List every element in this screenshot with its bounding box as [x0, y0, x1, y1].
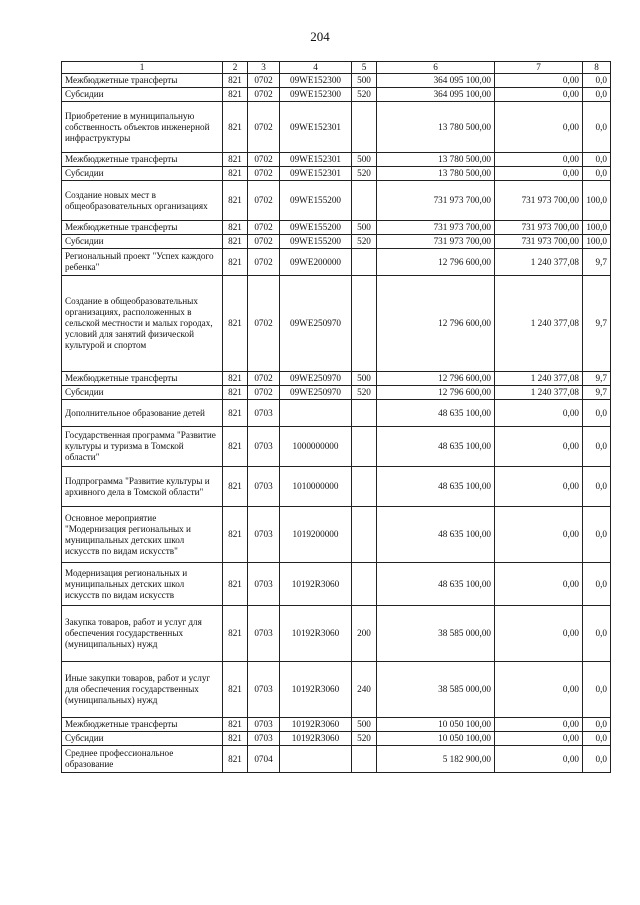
executed-amount: 0,00: [495, 400, 583, 427]
expense-type: 240: [352, 662, 377, 718]
section-code: 0703: [248, 427, 280, 467]
execution-percent: 100,0: [583, 235, 611, 249]
section-code: 0702: [248, 153, 280, 167]
target-article: 10192R3060: [280, 662, 352, 718]
target-article: 10192R3060: [280, 732, 352, 746]
column-header: 8: [583, 62, 611, 74]
executed-amount: 0,00: [495, 718, 583, 732]
execution-percent: 0,0: [583, 467, 611, 507]
execution-percent: 0,0: [583, 746, 611, 773]
ministry-code: 821: [223, 427, 248, 467]
item-name: Межбюджетные трансферты: [62, 718, 223, 732]
expense-type: 500: [352, 372, 377, 386]
table-row: [62, 153, 611, 167]
planned-amount: 38 585 000,00: [377, 606, 495, 662]
section-code: 0703: [248, 507, 280, 563]
item-name: Закупка товаров, работ и услуг для обеспечения государственных (муниципальных) нужд: [62, 606, 223, 662]
target-article: 09WE155200: [280, 235, 352, 249]
execution-percent: 0,0: [583, 662, 611, 718]
target-article: 1019200000: [280, 507, 352, 563]
item-name: Межбюджетные трансферты: [62, 74, 223, 88]
execution-percent: 9,7: [583, 276, 611, 372]
section-code: 0702: [248, 372, 280, 386]
execution-percent: 100,0: [583, 221, 611, 235]
column-header: 5: [352, 62, 377, 74]
section-code: 0702: [248, 74, 280, 88]
execution-percent: 9,7: [583, 249, 611, 276]
column-header: 3: [248, 62, 280, 74]
expense-type: [352, 467, 377, 507]
executed-amount: 731 973 700,00: [495, 221, 583, 235]
table-row: [62, 563, 611, 606]
executed-amount: 0,00: [495, 167, 583, 181]
expense-type: [352, 249, 377, 276]
execution-percent: 0,0: [583, 400, 611, 427]
target-article: 09WE155200: [280, 181, 352, 221]
planned-amount: 10 050 100,00: [377, 718, 495, 732]
item-name: Создание новых мест в общеобразовательных организациях: [62, 181, 223, 221]
section-code: 0702: [248, 221, 280, 235]
execution-percent: 9,7: [583, 386, 611, 400]
ministry-code: 821: [223, 221, 248, 235]
ministry-code: 821: [223, 181, 248, 221]
expense-type: 520: [352, 235, 377, 249]
execution-percent: 0,0: [583, 167, 611, 181]
table-row: [62, 400, 611, 427]
table-row: [62, 372, 611, 386]
planned-amount: 48 635 100,00: [377, 467, 495, 507]
table-row: [62, 718, 611, 732]
planned-amount: 12 796 600,00: [377, 372, 495, 386]
target-article: [280, 400, 352, 427]
budget-table: [61, 61, 611, 773]
target-article: 09WE200000: [280, 249, 352, 276]
expense-type: [352, 181, 377, 221]
ministry-code: 821: [223, 153, 248, 167]
target-article: [280, 746, 352, 773]
target-article: 09WE250970: [280, 276, 352, 372]
planned-amount: 731 973 700,00: [377, 181, 495, 221]
column-header: 2: [223, 62, 248, 74]
ministry-code: 821: [223, 746, 248, 773]
target-article: 09WE152300: [280, 74, 352, 88]
target-article: 09WE152300: [280, 88, 352, 102]
item-name: Основное мероприятие "Модернизация региональных и муниципальных детских школ искусств по видам искусств": [62, 507, 223, 563]
item-name: Государственная программа "Развитие культуры и туризма в Томской области": [62, 427, 223, 467]
item-name: Модернизация региональных и муниципальных детских школ искусств по видам искусств: [62, 563, 223, 606]
executed-amount: 0,00: [495, 732, 583, 746]
item-name: Субсидии: [62, 88, 223, 102]
table-row: [62, 507, 611, 563]
executed-amount: 0,00: [495, 102, 583, 153]
planned-amount: 48 635 100,00: [377, 427, 495, 467]
executed-amount: 731 973 700,00: [495, 181, 583, 221]
planned-amount: 731 973 700,00: [377, 221, 495, 235]
execution-percent: 9,7: [583, 372, 611, 386]
ministry-code: 821: [223, 372, 248, 386]
section-code: 0702: [248, 386, 280, 400]
ministry-code: 821: [223, 563, 248, 606]
item-name: Субсидии: [62, 386, 223, 400]
section-code: 0702: [248, 276, 280, 372]
section-code: 0703: [248, 400, 280, 427]
item-name: Региональный проект "Успех каждого ребенка": [62, 249, 223, 276]
expense-type: 520: [352, 732, 377, 746]
executed-amount: 0,00: [495, 74, 583, 88]
planned-amount: 12 796 600,00: [377, 276, 495, 372]
execution-percent: 0,0: [583, 563, 611, 606]
item-name: Иные закупки товаров, работ и услуг для обеспечения государственных (муниципальных) нужд: [62, 662, 223, 718]
executed-amount: 0,00: [495, 427, 583, 467]
executed-amount: 0,00: [495, 507, 583, 563]
executed-amount: 0,00: [495, 153, 583, 167]
planned-amount: 48 635 100,00: [377, 400, 495, 427]
planned-amount: 48 635 100,00: [377, 563, 495, 606]
planned-amount: 5 182 900,00: [377, 746, 495, 773]
table-row: [62, 102, 611, 153]
planned-amount: 13 780 500,00: [377, 167, 495, 181]
target-article: 1000000000: [280, 427, 352, 467]
execution-percent: 0,0: [583, 732, 611, 746]
ministry-code: 821: [223, 386, 248, 400]
table-row: [62, 88, 611, 102]
section-code: 0702: [248, 249, 280, 276]
section-code: 0702: [248, 102, 280, 153]
table-row: [62, 167, 611, 181]
expense-type: [352, 563, 377, 606]
page-number: 204: [310, 29, 330, 44]
target-article: 09WE152301: [280, 102, 352, 153]
ministry-code: 821: [223, 400, 248, 427]
target-article: 1010000000: [280, 467, 352, 507]
section-code: 0703: [248, 467, 280, 507]
target-article: 10192R3060: [280, 606, 352, 662]
expense-type: [352, 400, 377, 427]
ministry-code: 821: [223, 74, 248, 88]
section-code: 0703: [248, 606, 280, 662]
executed-amount: 0,00: [495, 746, 583, 773]
item-name: Дополнительное образование детей: [62, 400, 223, 427]
executed-amount: 0,00: [495, 563, 583, 606]
table-row: [62, 276, 611, 372]
table-row: [62, 746, 611, 773]
section-code: 0703: [248, 563, 280, 606]
item-name: Субсидии: [62, 167, 223, 181]
section-code: 0702: [248, 235, 280, 249]
header-row: [62, 62, 611, 74]
execution-percent: 0,0: [583, 102, 611, 153]
expense-type: 200: [352, 606, 377, 662]
expense-type: 500: [352, 153, 377, 167]
table-row: [62, 467, 611, 507]
section-code: 0703: [248, 718, 280, 732]
item-name: Подпрограмма "Развитие культуры и архивного дела в Томской области": [62, 467, 223, 507]
table-row: [62, 235, 611, 249]
planned-amount: 10 050 100,00: [377, 732, 495, 746]
ministry-code: 821: [223, 235, 248, 249]
expense-type: [352, 427, 377, 467]
item-name: Межбюджетные трансферты: [62, 221, 223, 235]
target-article: 09WE155200: [280, 221, 352, 235]
table-row: [62, 662, 611, 718]
expense-type: [352, 276, 377, 372]
expense-type: 520: [352, 167, 377, 181]
executed-amount: 1 240 377,08: [495, 372, 583, 386]
expense-type: [352, 507, 377, 563]
target-article: 09WE250970: [280, 372, 352, 386]
expense-type: [352, 746, 377, 773]
target-article: 09WE152301: [280, 153, 352, 167]
item-name: Межбюджетные трансферты: [62, 372, 223, 386]
item-name: Среднее профессиональное образование: [62, 746, 223, 773]
executed-amount: 1 240 377,08: [495, 276, 583, 372]
item-name: Субсидии: [62, 235, 223, 249]
ministry-code: 821: [223, 718, 248, 732]
planned-amount: 12 796 600,00: [377, 386, 495, 400]
section-code: 0702: [248, 167, 280, 181]
table-row: [62, 427, 611, 467]
item-name: Создание в общеобразовательных организациях, расположенных в сельской местности и малых городах, условий для занятий физической культурой и спортом: [62, 276, 223, 372]
table-row: [62, 249, 611, 276]
executed-amount: 0,00: [495, 606, 583, 662]
planned-amount: 48 635 100,00: [377, 507, 495, 563]
item-name: Межбюджетные трансферты: [62, 153, 223, 167]
execution-percent: 0,0: [583, 427, 611, 467]
section-code: 0702: [248, 88, 280, 102]
ministry-code: 821: [223, 88, 248, 102]
executed-amount: 0,00: [495, 467, 583, 507]
table-row: [62, 181, 611, 221]
planned-amount: 364 095 100,00: [377, 88, 495, 102]
column-header: 7: [495, 62, 583, 74]
expense-type: 520: [352, 88, 377, 102]
target-article: 10192R3060: [280, 563, 352, 606]
table-row: [62, 386, 611, 400]
section-code: 0703: [248, 732, 280, 746]
execution-percent: 0,0: [583, 153, 611, 167]
column-header: 1: [62, 62, 223, 74]
table-row: [62, 732, 611, 746]
ministry-code: 821: [223, 276, 248, 372]
table-row: [62, 606, 611, 662]
expense-type: 500: [352, 74, 377, 88]
item-name: Приобретение в муниципальную собственность объектов инженерной инфраструктуры: [62, 102, 223, 153]
execution-percent: 0,0: [583, 606, 611, 662]
ministry-code: 821: [223, 662, 248, 718]
target-article: 10192R3060: [280, 718, 352, 732]
executed-amount: 0,00: [495, 662, 583, 718]
expense-type: [352, 102, 377, 153]
section-code: 0703: [248, 662, 280, 718]
execution-percent: 0,0: [583, 507, 611, 563]
table-row: [62, 221, 611, 235]
execution-percent: 0,0: [583, 88, 611, 102]
executed-amount: 1 240 377,08: [495, 249, 583, 276]
ministry-code: 821: [223, 467, 248, 507]
ministry-code: 821: [223, 167, 248, 181]
expense-type: 520: [352, 386, 377, 400]
planned-amount: 13 780 500,00: [377, 153, 495, 167]
target-article: 09WE152301: [280, 167, 352, 181]
table-row: [62, 74, 611, 88]
ministry-code: 821: [223, 606, 248, 662]
planned-amount: 13 780 500,00: [377, 102, 495, 153]
ministry-code: 821: [223, 249, 248, 276]
expense-type: 500: [352, 221, 377, 235]
planned-amount: 38 585 000,00: [377, 662, 495, 718]
planned-amount: 731 973 700,00: [377, 235, 495, 249]
ministry-code: 821: [223, 732, 248, 746]
execution-percent: 0,0: [583, 718, 611, 732]
planned-amount: 12 796 600,00: [377, 249, 495, 276]
planned-amount: 364 095 100,00: [377, 74, 495, 88]
item-name: Субсидии: [62, 732, 223, 746]
executed-amount: 1 240 377,08: [495, 386, 583, 400]
section-code: 0704: [248, 746, 280, 773]
executed-amount: 731 973 700,00: [495, 235, 583, 249]
target-article: 09WE250970: [280, 386, 352, 400]
execution-percent: 100,0: [583, 181, 611, 221]
column-header: 6: [377, 62, 495, 74]
executed-amount: 0,00: [495, 88, 583, 102]
ministry-code: 821: [223, 507, 248, 563]
ministry-code: 821: [223, 102, 248, 153]
execution-percent: 0,0: [583, 74, 611, 88]
column-header: 4: [280, 62, 352, 74]
expense-type: 500: [352, 718, 377, 732]
section-code: 0702: [248, 181, 280, 221]
